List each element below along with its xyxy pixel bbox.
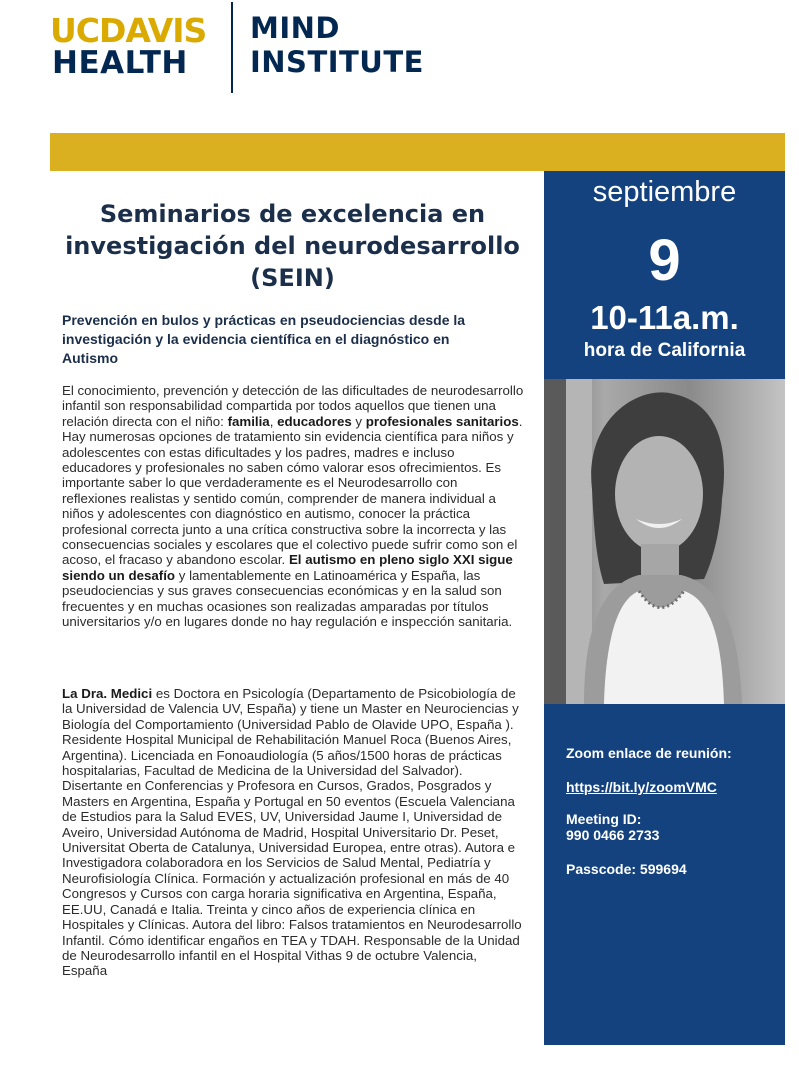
meeting-id-value: 990 0466 2733 [566,827,660,843]
description-text-5: y lamentablemente en Latinoamérica y España, las pseudociencias y sus graves consecuencias económicas y en la salud son frecuentes y en muchas ocasiones son realizadas amparadas por títulos universitarios y/o en lugares donde no hay regulación e inspección sanitaria. [62,567,513,630]
passcode: Passcode: 599694 [566,861,687,877]
health-logo-text: HEALTH [52,45,188,81]
speaker-name: La Dra. Medici [62,686,153,701]
zoom-heading: Zoom enlace de reunión: [566,745,732,761]
seminar-title: Seminarios de excelencia en investigación del neurodesarrollo (SEIN) [65,200,520,292]
description-text-2: , [269,413,278,429]
event-month: septiembre [592,176,737,208]
event-time: 10-11a.m. [590,299,739,336]
description-bold-profesionales: profesionales sanitarios [365,413,519,429]
gold-banner [50,133,785,171]
institute-logo-text: INSTITUTE [250,45,424,79]
speaker-photo [544,379,785,704]
description-text-3: y [351,413,366,429]
speaker-bio-text: es Doctora en Psicología (Departamento de Psicobiología de la Universidad de Valencia UV, España) y tiene un Master en Neurociencias y Biología del Comportamiento (Universidad Pablo de Olavide UPO, España ). Residente Hospital Municipal de Rehabilitación Manuel Roca (Buenos Aires, Argentina). Licenciada en Fonoaudiología (5 años/1500 horas de prácticas hospitalarias, Facultad de Medicina de la Universidad del Salvador). Disertante en Conferencias y Profesora en Cursos, Grados, Posgrados y Masters en Argentina, España y Portugal en 50 eventos (Escuela Valenciana de Estudios para la Salud EVES, UV, Universidad Jaume I, Universidad de Aveiro, Universidad Autónoma de Madrid, Hospital Universitario Dr. Peset, Universitat Oberta de Catalunya, Universidad Europea, entre otras). Autora e Investigadora colaboradora en los Servicios de Salud Mental, Pediatría y Neurofisiología Clínica. Formación y actualización profesional en más de 40 Congresos y Cursos con carga horaria significativa en Argentina, España, EE.UU, Canadá e Italia. Treinta y cinco años de experiencia clínica en Hospitales y Clínicas. Autora del libro: Falsos tratamientos en Neurodesarrollo Infantil. Cómo identificar engaños en TEA y TDAH. Responsable de la Unidad de Neurodesarrollo infantil en el Hospital Vithas 9 de octubre Valencia, España [62,686,522,979]
zoom-link[interactable]: https://bit.ly/zoomVMC [566,779,717,795]
description-text-1: El conocimiento, prevención y detección de las dificultades de neurodesarrollo infantil son responsabilidad compartida por todos aquellos que tienen una relación directa con el niño: [62,383,524,429]
logo-divider [231,2,233,93]
event-day: 9 [648,228,681,293]
description-bold-autismo: El autismo en pleno siglo XXI sigue siendo un desafío [62,552,513,583]
speaker-bio-paragraph [62,686,524,979]
description-text-4: . Hay numerosas opciones de tratamiento sin evidencia científica para niños y adolescentes con estas dificultades y los padres, madres e incluso educadores y profesionales no saben cómo valorar esos ofrecimientos. Es importante saber lo que verdaderamente es el Neurodesarrollo con reflexiones realistas y sentido común, comprender de manera individual a niños y adolescentes con diagnóstico en autismo, conocer la práctica profesional correcta junto a una crítica constructiva sobre la incorrecta y las consecuencias sociales y escolares que el colectivo puede sufrir como son el acoso, el fracaso y abandono escolar. [62,413,523,568]
event-timezone: hora de California [583,340,746,361]
uc-davis-logo-text: UCDAVIS [50,11,207,50]
seminar-subtitle: Prevención en bulos y prácticas en pseudociencias desde la investigación y la evidencia científica en el diagnóstico en Autismo [62,312,466,366]
mind-logo-text: MIND [250,11,340,45]
meeting-id-label: Meeting ID: [566,811,642,827]
description-bold-educadores: educadores [277,413,352,429]
description-paragraph [62,383,524,630]
description-bold-familia: familia [227,413,270,429]
